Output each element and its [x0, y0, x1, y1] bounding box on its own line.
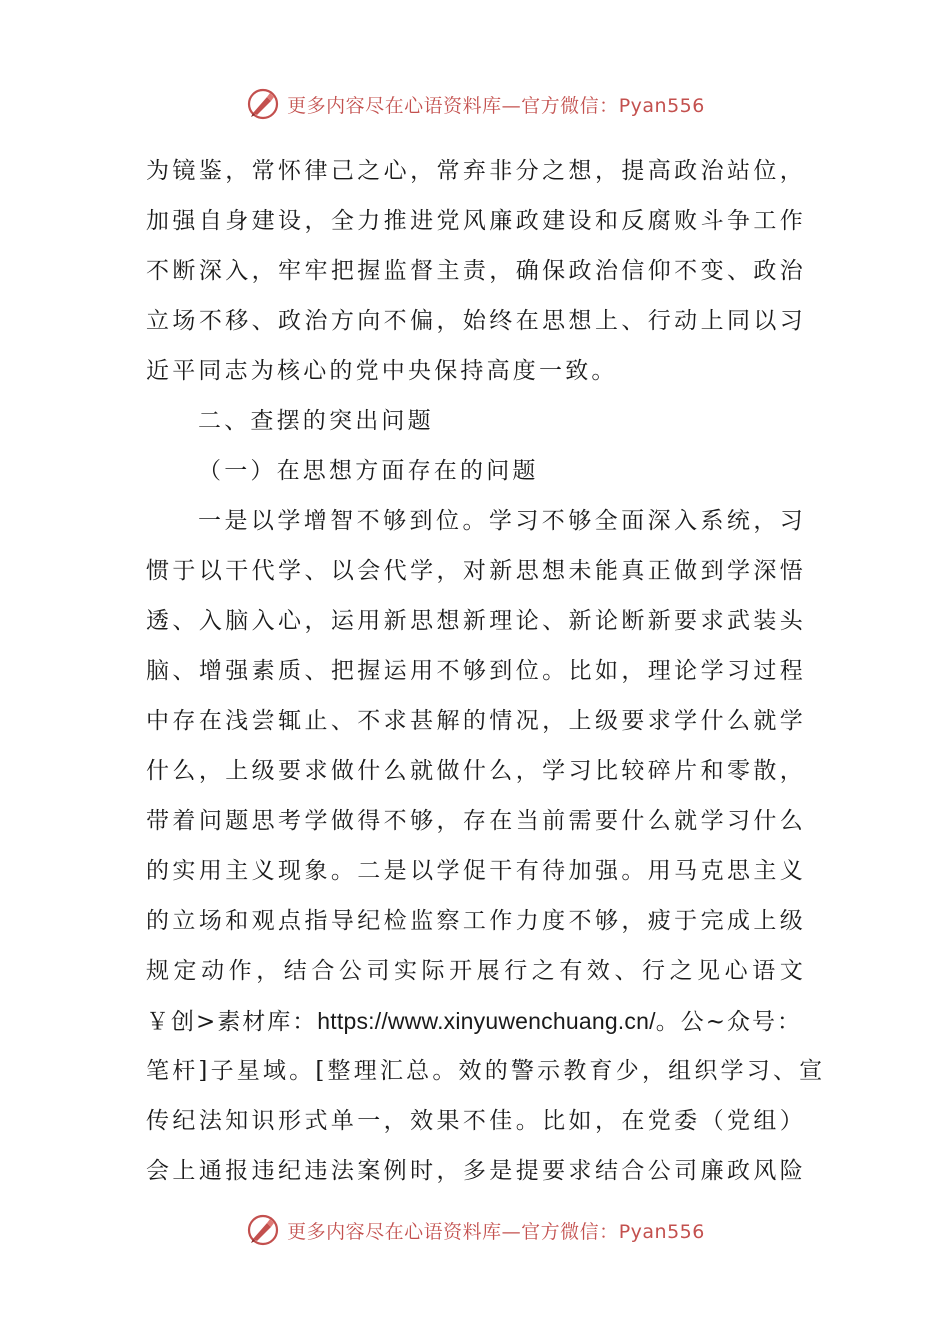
body-line: 什么，上级要求做什么就做什么，学习比较碎片和零散， [146, 758, 806, 784]
body-line: 的立场和观点指导纪检监察工作力度不够，疲于完成上级 [146, 908, 806, 934]
body-line: 会上通报违纪违法案例时，多是提要求结合公司廉政风险 [146, 1158, 806, 1184]
url-prefix: ￥创>素材库： [146, 1009, 318, 1035]
banner-wechat-id: Pyan556 [618, 94, 705, 117]
banner-wechat-label: 官方微信： [521, 94, 619, 117]
banner-separator: — [501, 1220, 522, 1243]
section-heading: 二、查摆的突出问题 [198, 408, 434, 434]
footer-banner-text [287, 1217, 705, 1244]
header-banner-text [287, 91, 705, 118]
body-line-with-url [146, 996, 806, 1046]
header-banner [0, 84, 950, 124]
body-line: 传纪法知识形式单一，效果不佳。比如，在党委（党组） [146, 1108, 806, 1134]
pen-logo-icon [245, 1212, 281, 1248]
body-line: 不断深入，牢牢把握监督主责，确保政治信仰不变、政治 [146, 258, 806, 284]
body-line: 近平同志为核心的党中央保持高度一致。 [146, 358, 618, 384]
body-line: 立场不移、政治方向不偏，始终在思想上、行动上同以习 [146, 308, 806, 334]
banner-separator: — [501, 94, 522, 117]
body-line: 加强自身建设，全力推进党风廉政建设和反腐败斗争工作 [146, 208, 806, 234]
body-line: 中存在浅尝辄止、不求甚解的情况，上级要求学什么就学 [146, 708, 806, 734]
body-line: 的实用主义现象。二是以学促干有待加强。用马克思主义 [146, 858, 806, 884]
subsection-heading: （一）在思想方面存在的问题 [198, 458, 539, 484]
body-line: 为镜鉴，常怀律己之心，常弃非分之想，提高政治站位， [146, 158, 806, 184]
banner-title: 更多内容尽在心语资料库 [287, 94, 502, 117]
url-suffix: 。公~众号： [655, 1009, 802, 1035]
body-line: 规定动作，结合公司实际开展行之有效、行之见心语文 [146, 958, 806, 984]
banner-wechat-id: Pyan556 [618, 1220, 705, 1243]
body-line: 惯于以干代学、以会代学，对新思想未能真正做到学深悟 [146, 558, 806, 584]
body-line: 带着问题思考学做得不够，存在当前需要什么就学习什么 [146, 808, 806, 834]
banner-wechat-label: 官方微信： [521, 1220, 619, 1243]
document-body [146, 146, 826, 1196]
body-line: 笔杆]子星域。[整理汇总。效的警示教育少，组织学习、宣 [146, 1058, 826, 1084]
body-line: 一是以学增智不够到位。学习不够全面深入系统，习 [198, 508, 806, 534]
body-line: 脑、增强素质、把握运用不够到位。比如，理论学习过程 [146, 658, 806, 684]
website-link[interactable]: https://www.xinyuwenchuang.cn/ [317, 1008, 656, 1034]
banner-title: 更多内容尽在心语资料库 [287, 1220, 502, 1243]
body-line: 透、入脑入心，运用新思想新理论、新论断新要求武装头 [146, 608, 806, 634]
footer-banner [0, 1210, 950, 1250]
pen-logo-icon [245, 86, 281, 122]
